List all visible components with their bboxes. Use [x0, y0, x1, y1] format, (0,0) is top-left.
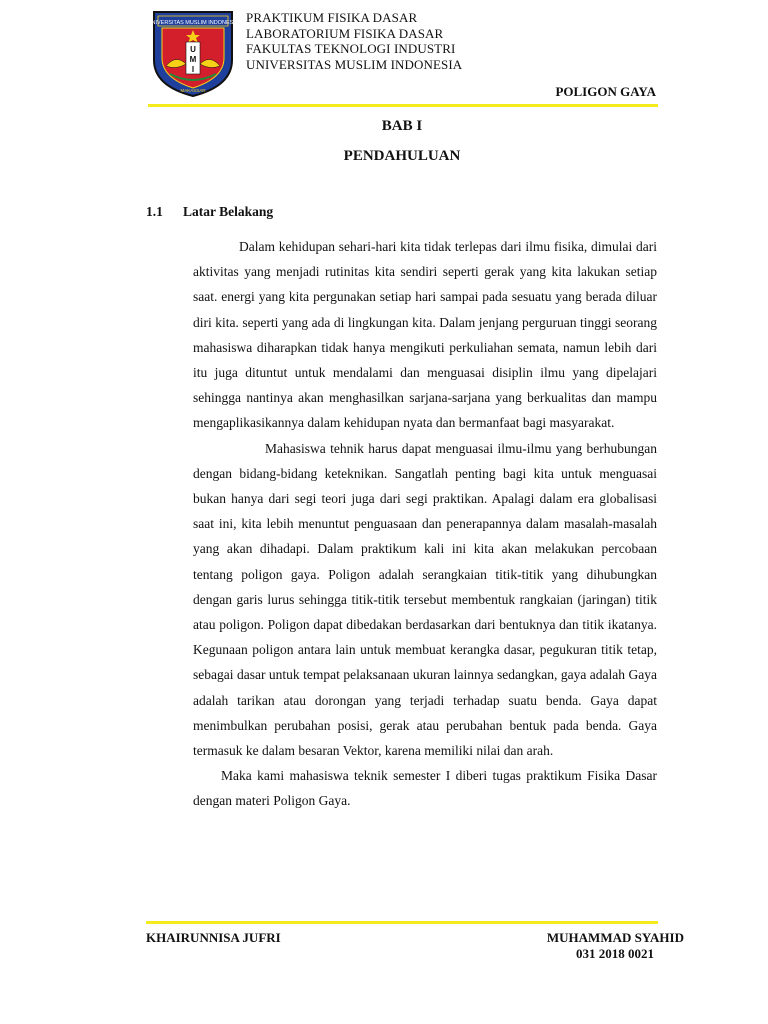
section-heading — [146, 204, 273, 220]
body-text — [193, 234, 657, 814]
footer-author-name: MUHAMMAD SYAHID — [546, 930, 684, 945]
institution-header — [246, 10, 462, 72]
header-line-lab: LABORATORIUM FISIKA DASAR — [246, 25, 444, 41]
footer-author-id: 031 2018 0021 — [576, 946, 654, 961]
umi-logo-icon — [150, 8, 236, 98]
footer-author-left: KHAIRUNNISA JUFRI — [146, 930, 281, 945]
section-number: 1.1 — [146, 204, 163, 219]
logo-initial-u: U — [190, 45, 196, 54]
footer-divider — [146, 921, 658, 924]
paragraph: Mahasiswa tehnik harus dapat menguasai ilmu-ilmu yang berhubungan dengan bidang-bidang keteknikan. Sangatlah penting bagi kita untuk menguasai bukan hanya dari segi teori juga dari segi praktikan. Apalagi dalam era globalisasi saat ini, kita lebih menuntut penguasaan dan penerapannya dalam masalah-masalah yang akan dihadapi. Dalam praktikum kali ini kita akan melakukan percobaan tentang poligon gaya. Poligon adalah serangkaian titik-titik yang dihubungkan dengan garis lurus sehingga titik-titik tersebut membentuk rangkaian (jaringan) titik atau poligon. Poligon dapat dibedakan berdasarkan dari bentuknya dan titik ikatanya. Kegunaan poligon antara lain untuk membuat kerangka dasar, pegukuran titik tetap, sebagai dasar untuk tempat pelaksanaan ukuran lainnya sedangkan, gaya adalah Gaya adalah tarikan atau dorongan yang terjadi terhadap suatu benda. Gaya dapat menimbulkan perubahan posisi, gerak atau perubahan bentuk pada benda. Gaya termasuk ke dalam besaran Vektor, karena memiliki nilai dan arah. — [193, 440, 657, 759]
topic-title: POLIGON GAYA — [555, 84, 656, 99]
paragraph: Dalam kehidupan sehari-hari kita tidak terlepas dari ilmu fisika, dimulai dari aktivitas yang menjadi rutinitas kita sendiri seperti gerak yang kita lakukan setiap saat. energi yang kita pergunakan setiap hari sampai pada sesuatu yang berada diluar diri kita. seperti yang ada di lingkungan kita. Dalam jenjang perguruan tinggi seorang mahasiswa diharapkan tidak hanya mengikuti perkuliahan semata, namun lebih dari itu juga dituntut untuk mendalami dan menguasai disiplin ilmu yang dipelajari sehingga nantinya akan menghasilkan sarjana-sarjana yang berkualitas dan mampu mengaplikasikannya dalam kehidupan nyata dan bermanfaat bagi masyarakat. — [193, 239, 657, 431]
header-divider — [148, 104, 658, 107]
chapter-title: PENDAHULUAN — [343, 148, 461, 164]
footer-author-right — [547, 930, 684, 962]
header-line-faculty: FAKULTAS TEKNOLOGI INDUSTRI — [246, 41, 456, 56]
logo-ring-text: UNIVERSITAS MUSLIM INDONESIA — [150, 20, 236, 26]
chapter-number: BAB I — [381, 118, 423, 134]
logo-initial-m: M — [189, 55, 197, 64]
section-title: Latar Belakang — [183, 204, 274, 219]
header-line-university: UNIVERSITAS MUSLIM INDONESIA — [246, 56, 463, 72]
logo-initial-i: I — [191, 65, 195, 74]
header-line-course: PRAKTIKUM FISIKA DASAR — [246, 10, 418, 25]
logo-city-text: MAKASSAR — [180, 88, 206, 93]
paragraph: Maka kami mahasiswa teknik semester I diberi tugas praktikum Fisika Dasar dengan materi Poligon Gaya. — [193, 768, 657, 809]
